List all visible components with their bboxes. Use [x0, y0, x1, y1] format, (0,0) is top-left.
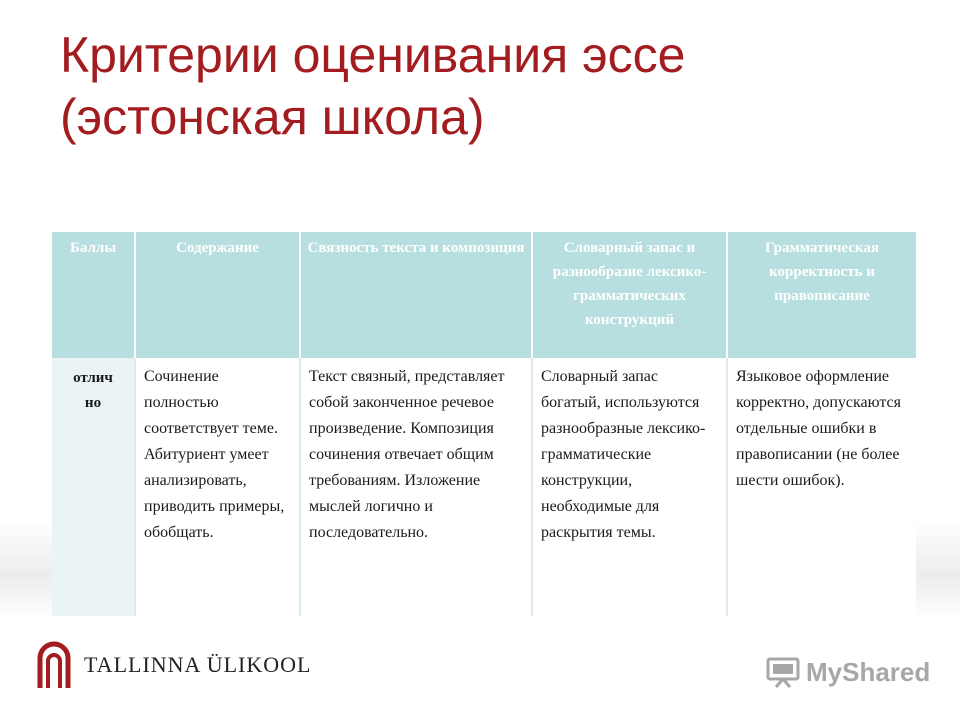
university-logo	[36, 640, 311, 690]
cell-score: отлич но	[52, 358, 135, 616]
myshared-projector-icon	[766, 655, 800, 689]
watermark-text: MyShared	[806, 656, 931, 687]
header-vocabulary: Словарный запас и разнообразие лексико-грамматических конструкций	[532, 232, 727, 358]
criteria-table	[52, 232, 916, 616]
cell-vocabulary: Словарный запас богатый, используются разнообразные лексико-грамматические конструкции, необходимые для раскрытия темы.	[532, 358, 727, 616]
university-logo-text: TALLINNA ÜLIKOOL	[84, 652, 312, 677]
header-content: Содержание	[135, 232, 300, 358]
header-score: Баллы	[52, 232, 135, 358]
header-coherence: Связность текста и композиция	[300, 232, 532, 358]
cell-grammar: Языковое оформление корректно, допускаются отдельные ошибки в правописании (не более шести ошибок).	[727, 358, 916, 616]
myshared-watermark	[766, 652, 930, 692]
cell-coherence: Текст связный, представляет собой законченное речевое произведение. Композиция сочинения отвечает общим требованиям. Изложение мыслей логично и последовательно.	[300, 358, 532, 616]
slide-title-line-1: Критерии оценивания эссе	[60, 27, 686, 83]
header-grammar: Грамматическая корректность и правописание	[727, 232, 916, 358]
cell-content: Сочинение полностью соответствует теме. Абитуриент умеет анализировать, приводить примеры, обобщать.	[135, 358, 300, 616]
tallinn-university-arch-icon	[36, 640, 72, 690]
slide-title-line-2: (эстонская школа)	[60, 89, 485, 145]
table-row	[52, 358, 916, 616]
table-header-row	[52, 232, 916, 358]
slide-title	[60, 24, 920, 148]
